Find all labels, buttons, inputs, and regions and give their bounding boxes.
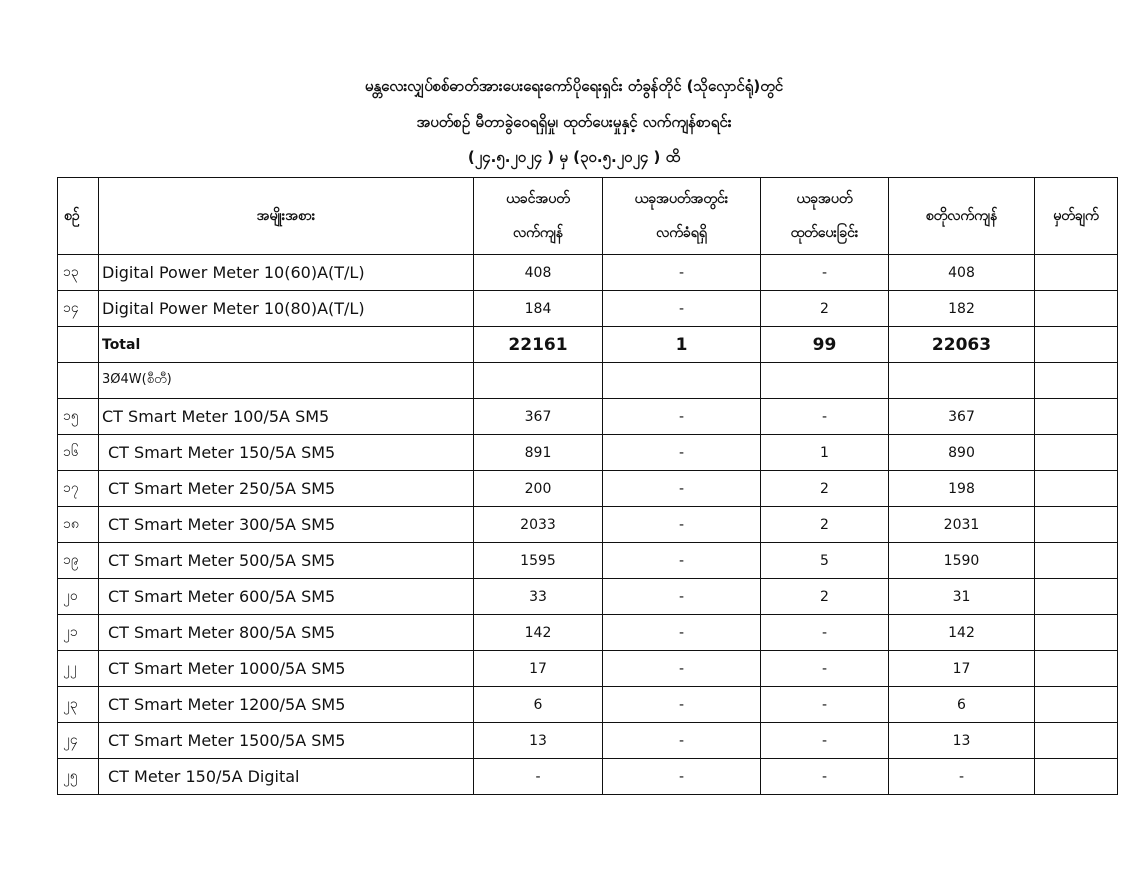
table-row (58, 471, 1118, 507)
row-received: - (603, 435, 761, 471)
row-balance: 142 (889, 615, 1035, 651)
row-balance: 6 (889, 687, 1035, 723)
row-issued: 5 (761, 543, 889, 579)
row-remarks (1035, 435, 1118, 471)
title-line-3-date-range: (၂၄.၅.၂၀၂၄ ) မှ (၃၀.၅.၂၀၂၄ ) ထိ (467, 148, 681, 166)
row-opening: 200 (474, 471, 603, 507)
row-opening: 408 (474, 255, 603, 291)
row-received: - (603, 255, 761, 291)
row-remarks (1035, 255, 1118, 291)
row-remarks (1035, 687, 1118, 723)
row-no (58, 327, 99, 363)
row-issued: 2 (761, 291, 889, 327)
row-received: - (603, 687, 761, 723)
row-no: ၂၀ (58, 579, 99, 615)
row-opening: 33 (474, 579, 603, 615)
row-remarks (1035, 543, 1118, 579)
table-row (58, 651, 1118, 687)
row-issued: - (761, 723, 889, 759)
row-received: - (603, 291, 761, 327)
row-issued: 2 (761, 471, 889, 507)
row-no: ၁၄ (58, 291, 99, 327)
row-remarks (1035, 291, 1118, 327)
row-balance: 31 (889, 579, 1035, 615)
row-issued: 2 (761, 507, 889, 543)
row-issued: 2 (761, 579, 889, 615)
row-remarks (1035, 759, 1118, 795)
table-row (58, 615, 1118, 651)
row-no: ၁၉ (58, 543, 99, 579)
total-row (58, 327, 1118, 363)
row-type: CT Smart Meter 1200/5A SM5 (99, 687, 474, 723)
row-balance: 13 (889, 723, 1035, 759)
row-received: - (603, 507, 761, 543)
row-type: Digital Power Meter 10(80)A(T/L) (99, 291, 474, 327)
header-issued-line-1: ယခုအပတ် (796, 191, 853, 207)
row-balance: 1590 (889, 543, 1035, 579)
row-no: ၂၃ (58, 687, 99, 723)
row-issued: - (761, 255, 889, 291)
row-type: CT Smart Meter 1000/5A SM5 (99, 651, 474, 687)
header-opening (474, 178, 603, 255)
row-opening: 6 (474, 687, 603, 723)
row-type: CT Meter 150/5A Digital (99, 759, 474, 795)
row-remarks (1035, 579, 1118, 615)
row-no: ၁၃ (58, 255, 99, 291)
row-opening: 142 (474, 615, 603, 651)
row-remarks (1035, 723, 1118, 759)
table-row (58, 723, 1118, 759)
total-balance: 22063 (889, 327, 1035, 363)
table-row (58, 759, 1118, 795)
row-received: - (603, 759, 761, 795)
title-line-1: မန္တလေးလျှပ်စစ်ဓာတ်အားပေးရေးကော်ပိုရေးရှင်း တံခွန်တိုင် (သိုလှောင်ရုံ)တွင် (364, 77, 784, 95)
row-no: ၂၂ (58, 651, 99, 687)
row-opening: 891 (474, 435, 603, 471)
table-row (58, 543, 1118, 579)
row-opening (474, 363, 603, 399)
row-no: ၁၈ (58, 507, 99, 543)
total-opening: 22161 (474, 327, 603, 363)
row-received: - (603, 615, 761, 651)
row-type: CT Smart Meter 250/5A SM5 (99, 471, 474, 507)
header-opening-line-1: ယခင်အပတ် (506, 191, 570, 207)
row-issued: - (761, 399, 889, 435)
row-opening: 184 (474, 291, 603, 327)
total-received: 1 (603, 327, 761, 363)
table-row (58, 291, 1118, 327)
row-issued: - (761, 759, 889, 795)
row-remarks (1035, 471, 1118, 507)
meter-stock-table (57, 177, 1118, 795)
row-balance: 890 (889, 435, 1035, 471)
row-balance: 367 (889, 399, 1035, 435)
row-received: - (603, 651, 761, 687)
header-issued (761, 178, 889, 255)
row-no: ၁၇ (58, 471, 99, 507)
section-row (58, 363, 1118, 399)
total-issued: 99 (761, 327, 889, 363)
header-issued-line-2: ထုတ်ပေးခြင်း (790, 225, 859, 241)
row-no: ၁၆ (58, 435, 99, 471)
row-opening: 13 (474, 723, 603, 759)
row-remarks (1035, 399, 1118, 435)
header-received-line-2: လက်ခံရရှိ (656, 225, 707, 241)
row-received: - (603, 471, 761, 507)
row-issued (761, 363, 889, 399)
row-issued: - (761, 687, 889, 723)
header-no: စဉ် (58, 178, 99, 255)
table-row (58, 255, 1118, 291)
row-remarks (1035, 651, 1118, 687)
row-received: - (603, 543, 761, 579)
table-row (58, 579, 1118, 615)
row-opening: 2033 (474, 507, 603, 543)
header-opening-line-2: လက်ကျန် (513, 225, 563, 241)
row-balance (889, 363, 1035, 399)
row-remarks (1035, 363, 1118, 399)
table-row (58, 435, 1118, 471)
row-remarks (1035, 615, 1118, 651)
row-remarks (1035, 507, 1118, 543)
row-type: CT Smart Meter 500/5A SM5 (99, 543, 474, 579)
section-label: 3Ø4W(စီတီ) (99, 363, 474, 399)
table-row (58, 507, 1118, 543)
row-issued: - (761, 651, 889, 687)
row-type: CT Smart Meter 600/5A SM5 (99, 579, 474, 615)
table-row (58, 687, 1118, 723)
row-opening: 17 (474, 651, 603, 687)
title-line-2: အပတ်စဉ် မီတာခွဲဝေရရှိမှု၊ ထုတ်ပေးမှုနှင့် လက်ကျန်စာရင်း (416, 113, 732, 131)
header-balance: စတိုလက်ကျန် (889, 178, 1035, 255)
row-received: - (603, 399, 761, 435)
row-no: ၂၅ (58, 759, 99, 795)
row-no (58, 363, 99, 399)
row-balance: 198 (889, 471, 1035, 507)
row-remarks (1035, 327, 1118, 363)
row-issued: - (761, 615, 889, 651)
row-no: ၁၅ (58, 399, 99, 435)
row-balance: 182 (889, 291, 1035, 327)
row-balance: 17 (889, 651, 1035, 687)
header-received-line-1: ယခုအပတ်အတွင်း (634, 191, 729, 207)
row-received (603, 363, 761, 399)
table-row (58, 399, 1118, 435)
row-opening: - (474, 759, 603, 795)
row-no: ၂၄ (58, 723, 99, 759)
row-balance: 408 (889, 255, 1035, 291)
row-balance: - (889, 759, 1035, 795)
header-received (603, 178, 761, 255)
row-no: ၂၁ (58, 615, 99, 651)
row-type: CT Smart Meter 150/5A SM5 (99, 435, 474, 471)
row-type: Digital Power Meter 10(60)A(T/L) (99, 255, 474, 291)
table-header-row (58, 178, 1118, 255)
row-opening: 367 (474, 399, 603, 435)
row-type: CT Smart Meter 1500/5A SM5 (99, 723, 474, 759)
total-label: Total (99, 327, 474, 363)
row-type: CT Smart Meter 300/5A SM5 (99, 507, 474, 543)
row-opening: 1595 (474, 543, 603, 579)
row-balance: 2031 (889, 507, 1035, 543)
row-issued: 1 (761, 435, 889, 471)
row-received: - (603, 579, 761, 615)
row-received: - (603, 723, 761, 759)
header-type: အမျိုးအစား (99, 178, 474, 255)
header-remarks: မှတ်ချက် (1035, 178, 1118, 255)
row-type: CT Smart Meter 100/5A SM5 (99, 399, 474, 435)
row-type: CT Smart Meter 800/5A SM5 (99, 615, 474, 651)
